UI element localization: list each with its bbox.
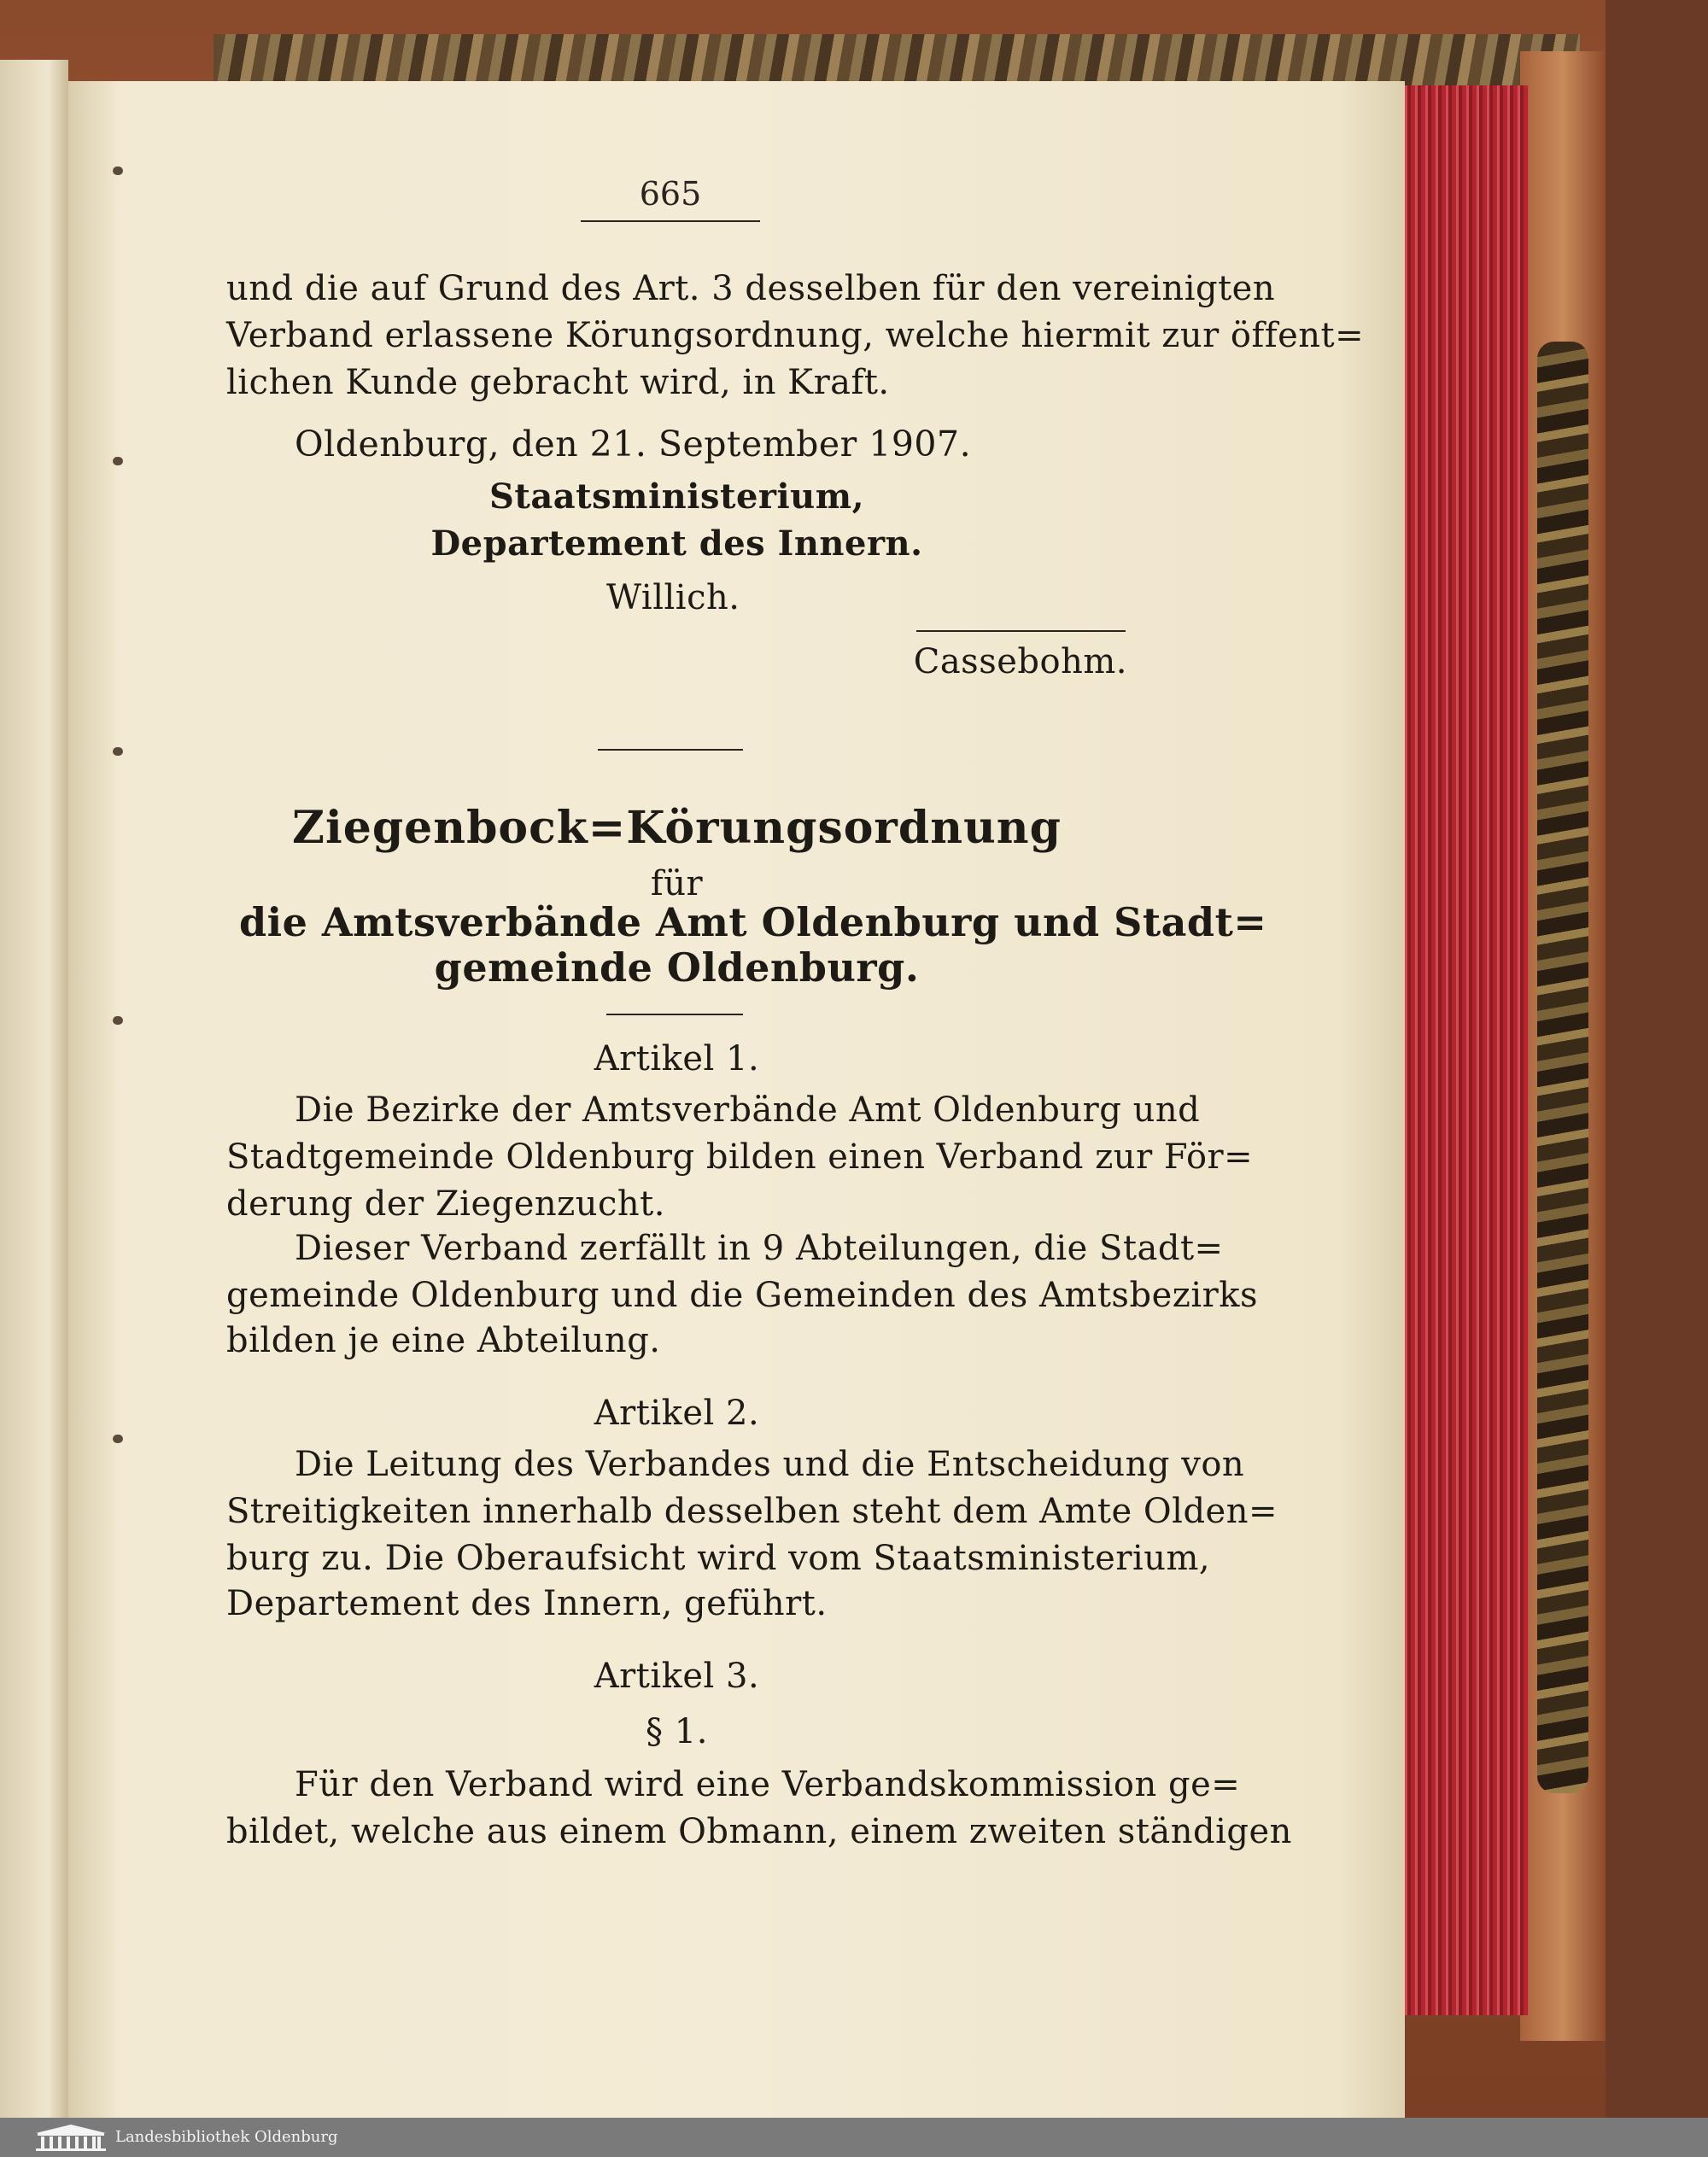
binding-hole [113,1435,123,1443]
intro-line: lichen Kunde gebracht wird, in Kraft. [226,363,890,402]
page-number: 665 [639,175,702,213]
article-text-line: Stadtgemeinde Oldenburg bilden einen Verband zur För= [226,1137,1254,1177]
header-rule [581,220,760,222]
title-subline: gemeinde Oldenburg. [434,944,920,991]
authority-line: Departement des Innern. [430,523,923,564]
library-name: Landesbibliothek Oldenburg [115,2128,338,2146]
title-subline: die Amtsverbände Amt Oldenburg und Stadt= [239,899,1267,945]
authority-line: Staatsministerium, [488,476,865,517]
library-footer [0,2118,1708,2157]
article-text-line: Departement des Innern, geführt. [226,1584,828,1623]
ordinance-title: Ziegenbock=Körungsordnung [292,802,1062,854]
article-text-line: derung der Ziegenzucht. [226,1184,665,1224]
intro-line: Verband erlassene Körungsordnung, welche hiermit zur öffent= [226,316,1365,355]
article-heading: Artikel 1. [594,1039,760,1078]
title-rule [606,1014,743,1015]
binding-hole [113,747,123,756]
article-text-line: Die Bezirke der Amtsverbände Amt Oldenburg und [295,1090,1201,1130]
article-text-line: bildet, welche aus einem Obmann, einem zweiten ständigen [226,1812,1292,1851]
library-building-icon [34,2123,108,2152]
left-page-edge [0,60,68,2118]
article-heading: Artikel 2. [594,1394,760,1433]
article-text-line: Streitigkeiten innerhalb desselben steht dem Amte Olden= [226,1492,1278,1531]
article-text-line: gemeinde Oldenburg und die Gemeinden des Amtsbezirks [226,1276,1258,1315]
binding-hole [113,457,123,465]
intro-line: und die auf Grund des Art. 3 desselben für den vereinigten [226,269,1276,308]
article-text-line: Dieser Verband zerfällt in 9 Abteilungen, die Stadt= [295,1229,1224,1268]
section-heading: § 1. [646,1712,708,1751]
article-heading: Artikel 3. [594,1657,760,1696]
signature-rule [916,630,1126,632]
article-text-line: Die Leitung des Verbandes und die Entscheidung von [295,1445,1245,1484]
red-page-edges [1401,85,1529,2015]
countersignature: Cassebohm. [913,642,1127,681]
binding-hole [113,1016,123,1025]
article-text-line: bilden je eine Abteilung. [226,1321,661,1360]
marbled-edge-right [1537,342,1588,1793]
section-rule [598,749,743,751]
marbled-edge-top [214,34,1580,85]
article-text-line: burg zu. Die Oberaufsicht wird vom Staatsministerium, [226,1539,1211,1578]
signature: Willich. [606,578,740,617]
binding-hole [113,167,123,175]
article-text-line: Für den Verband wird eine Verbandskommission ge= [295,1765,1241,1804]
date-line: Oldenburg, den 21. September 1907. [295,424,972,465]
title-fuer: für [650,864,704,903]
